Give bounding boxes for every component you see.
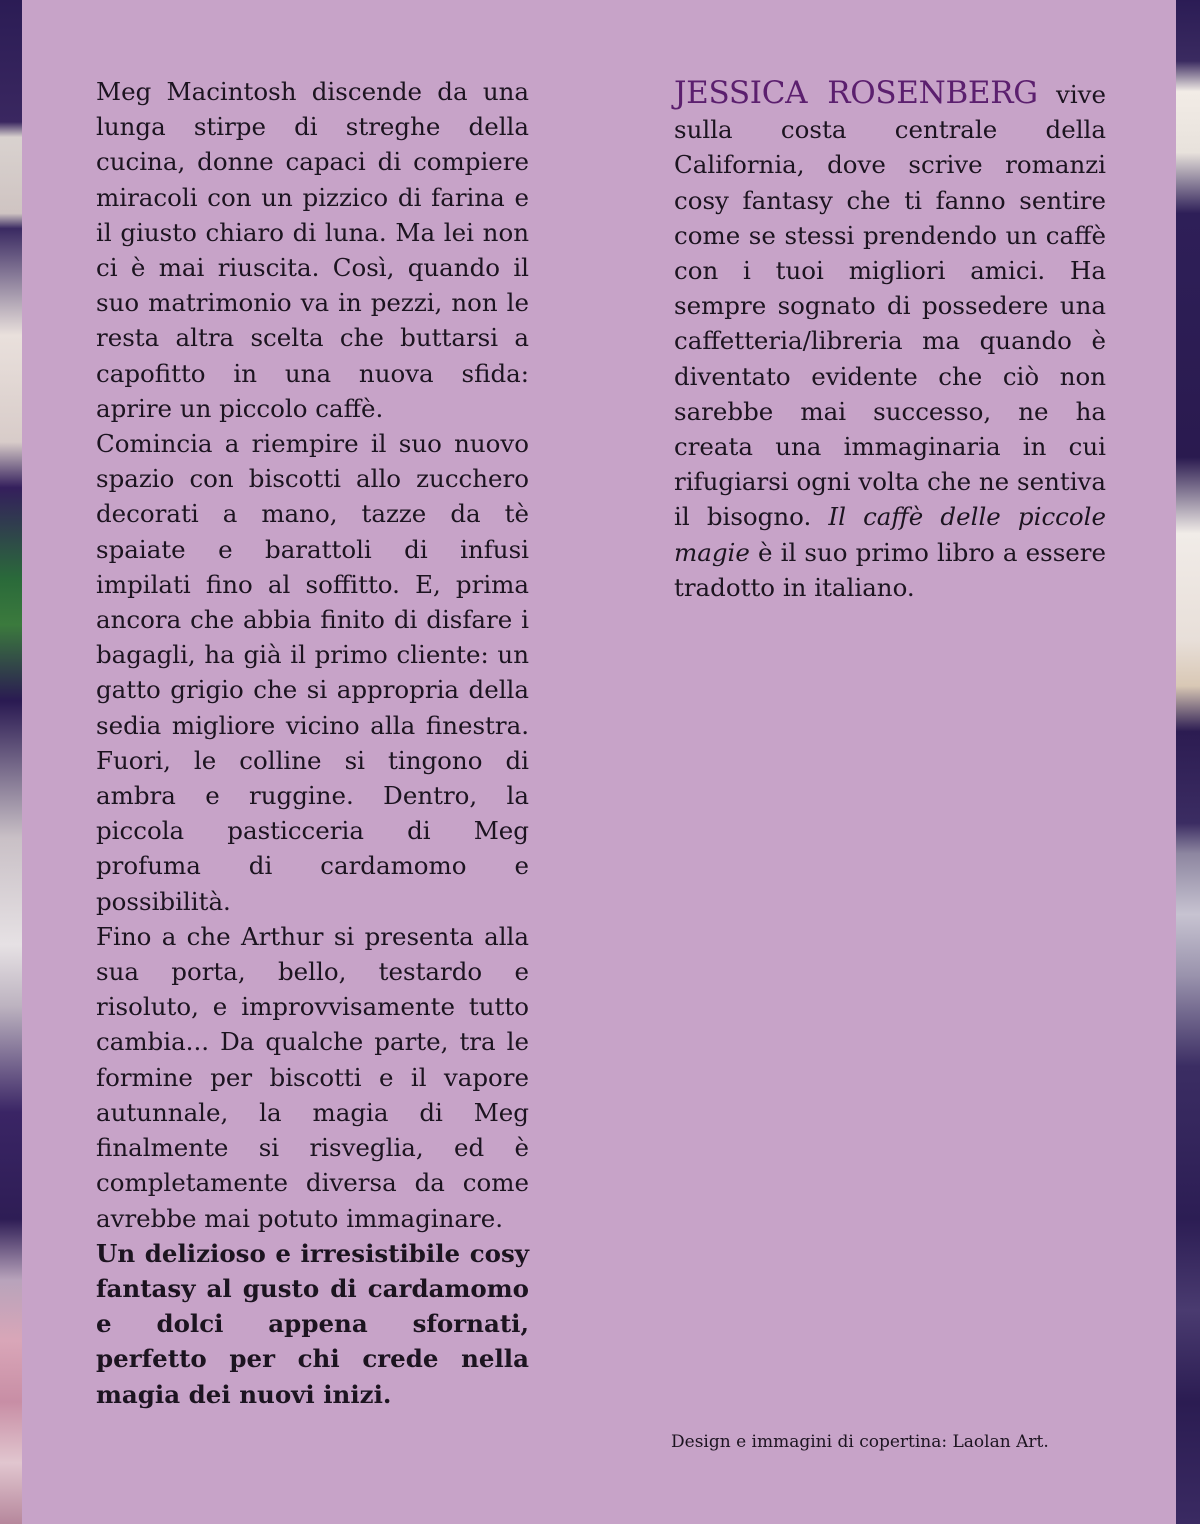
author-name: JESSICA ROSENBERG	[674, 75, 1038, 111]
cover-art-right-edge	[1176, 0, 1200, 1524]
author-bio-text-2: è il suo primo libro a essere tradotto in italiano.	[674, 537, 1106, 602]
synopsis-paragraph-2: Comincia a riempire il suo nuovo spazio con biscotti allo zucchero decorati a mano, tazze da tè spaiate e barattoli di infusi impilati fino al soffitto. E, prima ancora che abbia finito di disfare i bagagli, ha già il primo cliente: un gatto grigio che si appropria della sedia migliore vicino alla finestra. Fuori, le colline si tingono di ambra e ruggine. Dentro, la piccola pasticceria di Meg profuma di cardamomo e possibilità.	[96, 429, 529, 916]
cover-art-left-edge	[0, 0, 22, 1524]
author-bio-column	[674, 76, 1106, 605]
author-bio-text-1: vive sulla costa centrale della California, dove scrive romanzi cosy fantasy che ti fanno sentire come se stessi prendendo un caffè con i tuoi migliori amici. Ha sempre sognato di possedere una caffetteria/libreria ma quando è diventato evidente che ciò non sarebbe mai successo, ne ha creata una immaginaria in cui rifugiarsi ogni volta che ne sentiva il bisogno.	[674, 80, 1106, 532]
synopsis-column	[96, 74, 529, 1412]
synopsis-tagline: Un delizioso e irresistibile cosy fantasy al gusto di cardamomo e dolci appena sfornati, perfetto per chi crede nella magia dei nuovi inizi.	[96, 1238, 529, 1409]
synopsis-paragraph-3: Fino a che Arthur si presenta alla sua porta, bello, testardo e risoluto, e improvvisamente tutto cambia... Da qualche parte, tra le formine per biscotti e il vapore autunnale, la magia di Meg finalmente si risveglia, ed è completamente diversa da come avrebbe mai potuto immaginare.	[96, 921, 529, 1233]
book-title: Il caffè delle piccole magie	[674, 502, 1106, 567]
synopsis-paragraph-1: Meg Macintosh discende da una lunga stirpe di streghe della cucina, donne capaci di compiere miracoli con un pizzico di farina e il giusto chiaro di luna. Ma lei non ci è mai riuscita. Così, quando il suo matrimonio va in pezzi, non le resta altra scelta che buttarsi a capofitto in una nuova sfida: aprire un piccolo caffè.	[96, 77, 529, 423]
cover-credits: Design e immagini di copertina: Laolan Art.	[671, 1432, 1049, 1452]
author-bio-paragraph	[674, 76, 1106, 605]
